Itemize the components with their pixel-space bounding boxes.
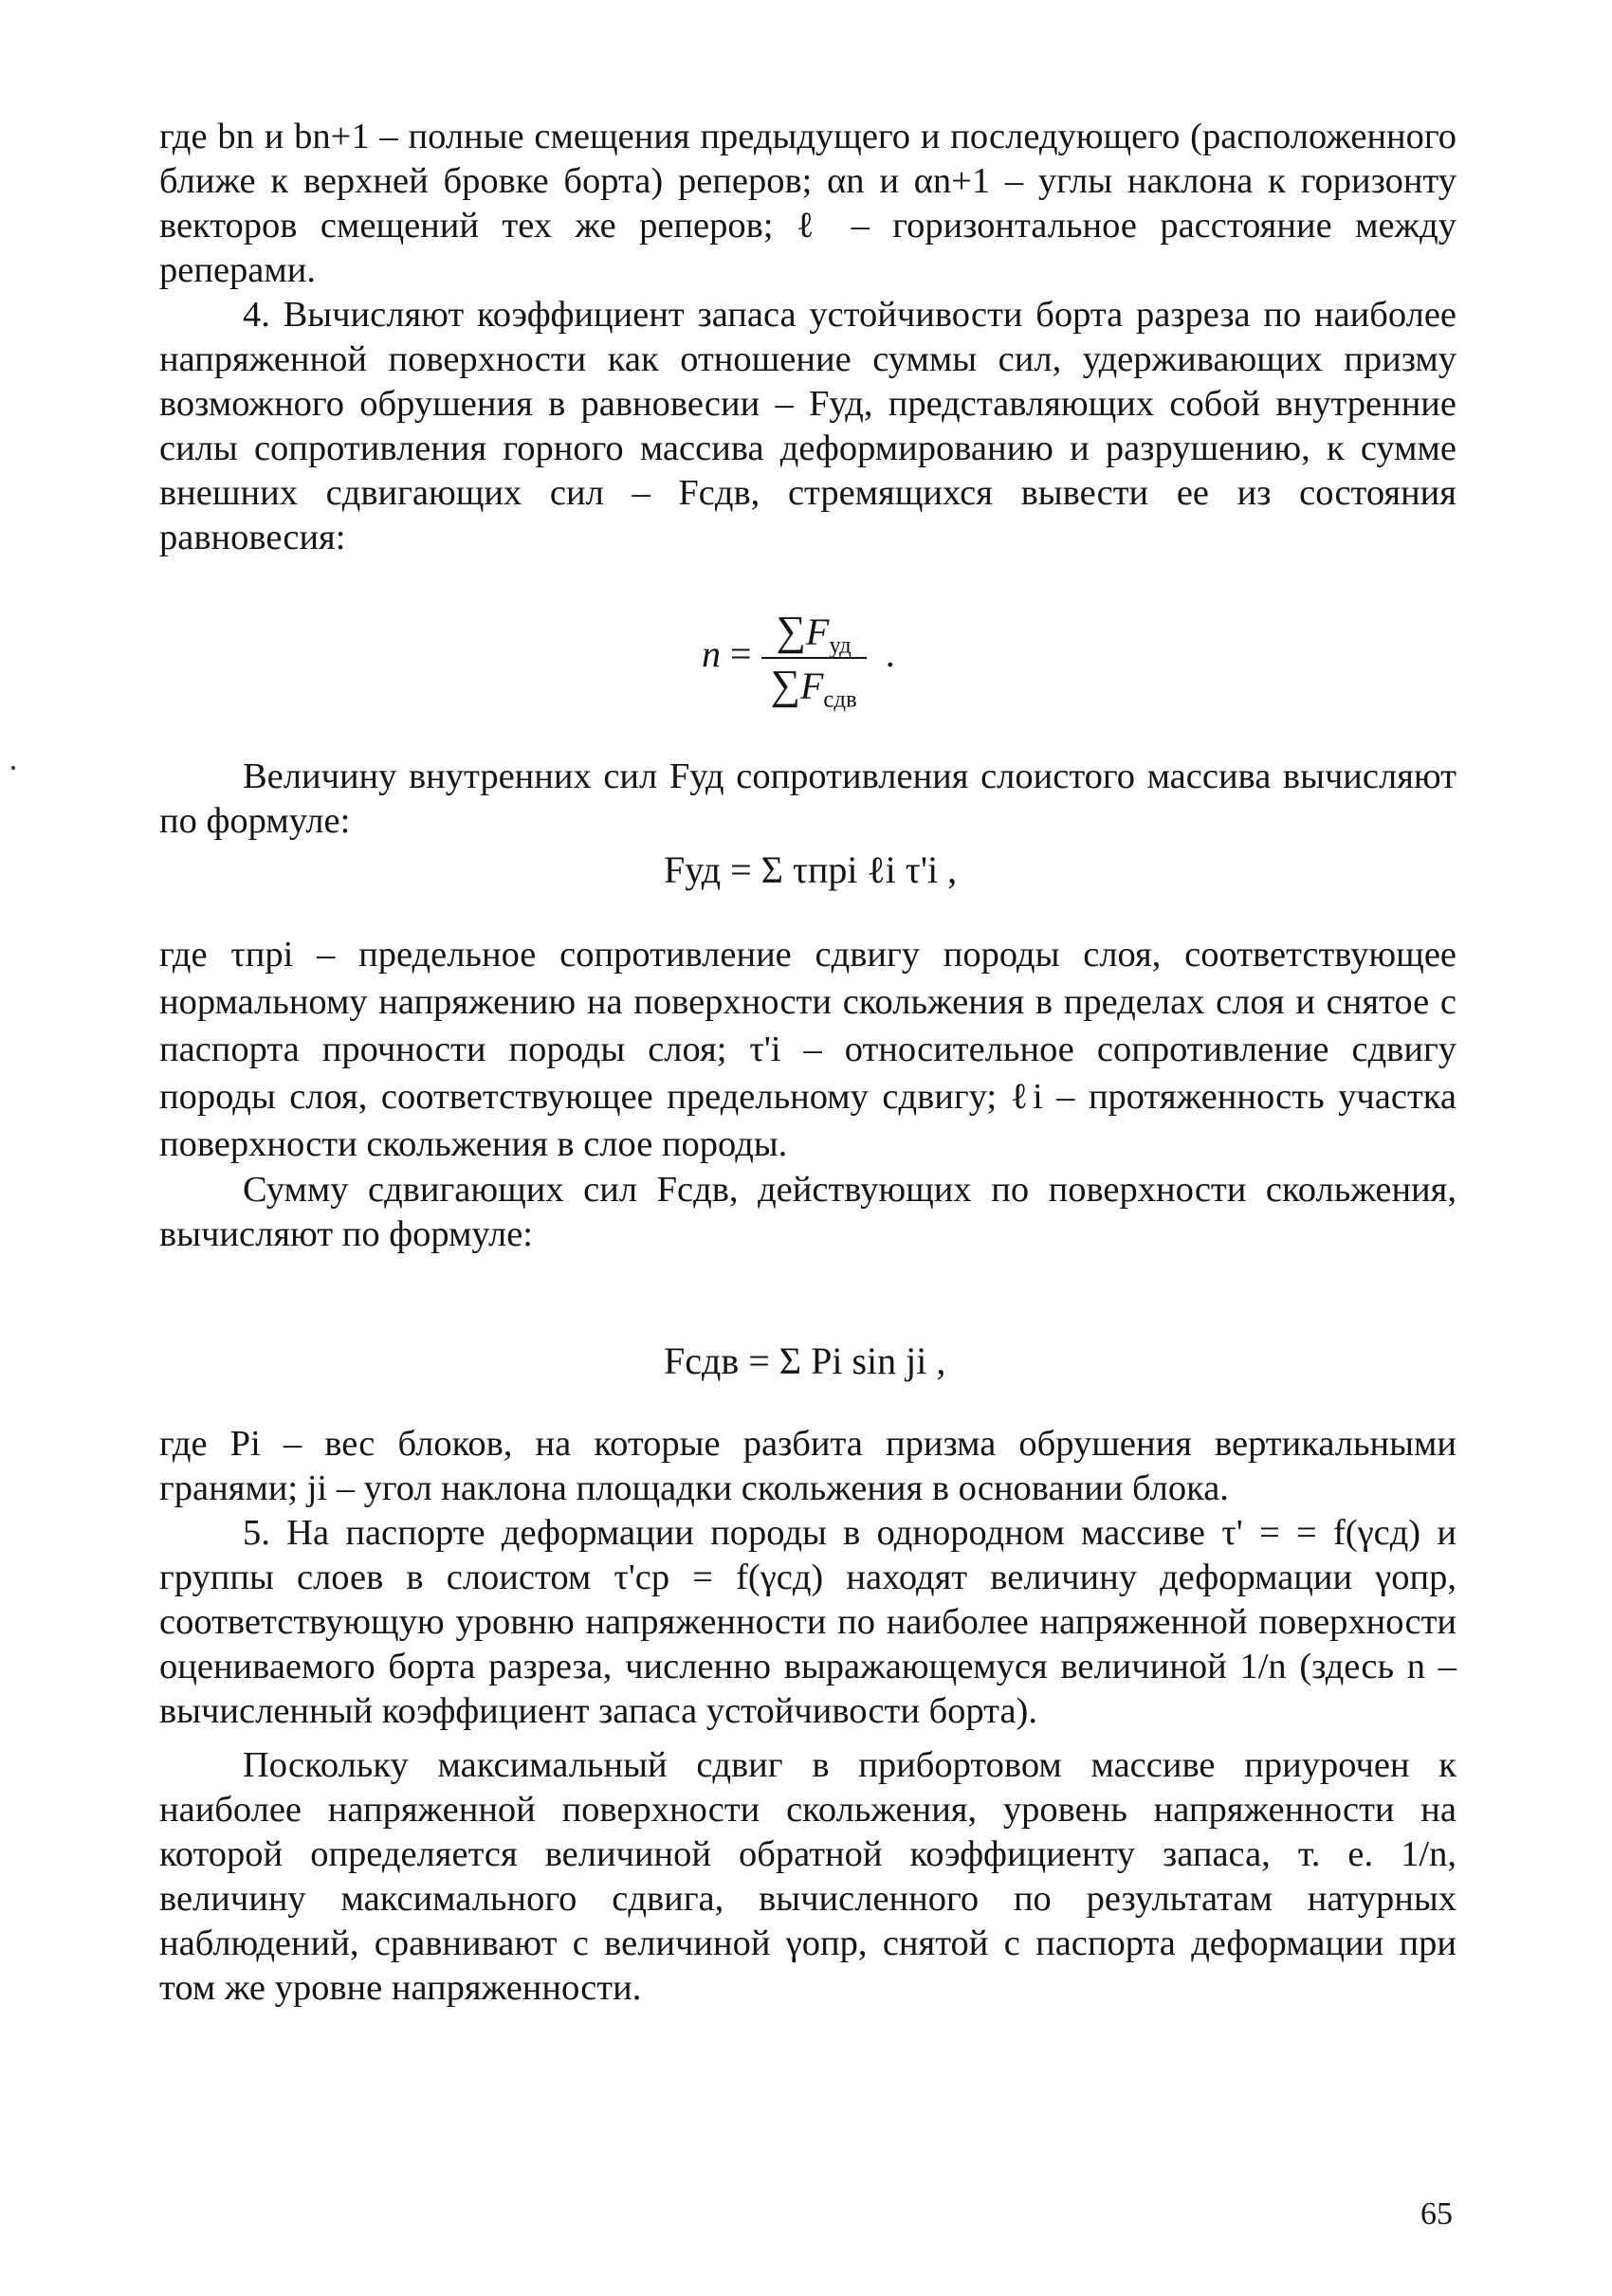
paragraph-7: 5. На паспорте деформации породы в однородном массиве τ' = = f(γсд) и группы слоев в слоистом τ'ср = f(γсд) находят величину деформации γопр, соответствующую уровню напряженности по наиболее напряженной поверхности оцениваемого борта разреза, численно выражающемуся величиной 1/n (здесь n – вычисленный коэффициент запаса устойчивости борта). (159, 1513, 1456, 1731)
scan-speck (11, 766, 15, 770)
paragraph-2: 4. Вычисляют коэффициент запаса устойчивости борта разреза по наиболее напряженной поверхности как отношение суммы сил, удерживающих призму возможного обрушения в равновесии – Fуд, представляющих собой внутренние силы сопротивления горного массива деформированию и разрушению, к сумме внешних сдвигающих сил – Fсдв, стремящихся вывести ее из состояния равновесия: (159, 295, 1456, 557)
paragraph-5: Сумму сдвигающих сил Fсдв, действующих по поверхности скольжения, вычисляют по формуле: (159, 1170, 1456, 1254)
paragraph-3: Величину внутренних сил Fуд сопротивления слоистого массива вычисляют по формуле: (159, 756, 1456, 841)
text-block-2 (159, 755, 1456, 844)
text-block-3 (159, 931, 1456, 1257)
formula-1-fraction: $\frac{\sum F_{уд}}{\sum F_{сдв}}$ (761, 607, 867, 709)
paragraph-8: Поскольку максимальный сдвиг в прибортовом массиве приурочен к наиболее напряженной поверхности скольжения, уровень напряженности на которой определяется величиной обратной коэффициенту запаса, т. е. 1/n, величину максимального сдвига, вычисленного по результатам натурных наблюдений, сравнивают с величиной γопр, снятой с паспорта деформации при том же уровне напряженности. (159, 1745, 1456, 2008)
formula-shear-forces: Fсдв = Σ Pi sin ji , (664, 1339, 946, 1382)
paragraph-4: где τпрi – предельное сопротивление сдвигу породы слоя, соответствующее нормальному напряжению на поверхности скольжения в пределах слоя и снятое с паспорта прочности породы слоя; τ'i – относительное сопротивление сдвигу породы слоя, соответствующее предельному сдвигу; ℓi – протяженность участка поверхности скольжения в слое породы. (159, 935, 1456, 1164)
text-block-4 (159, 1422, 1456, 2011)
paragraph-6: где Pi – вес блоков, на которые разбита призма обрушения вертикальными гранями; ji – угол наклона площадки скольжения в основании блока. (159, 1424, 1456, 1508)
formula-holding-forces: Fуд = Σ τпрi ℓi τ'i , (664, 848, 958, 891)
text-block-1 (159, 115, 1456, 560)
page-number: 65 (1420, 2196, 1453, 2232)
formula-safety-factor: n = $\frac{\sum F_{уд}}{\sum F_{сдв}}$ . (702, 608, 895, 713)
paragraph-1: где bn и bn+1 – полные смещения предыдущего и последующего (расположенного ближе к верхней бровке борта) реперов; αn и αn+1 – углы наклона к горизонту векторов смещений тех же реперов; ℓ – горизонтальное расстояние между реперами. (159, 117, 1456, 290)
